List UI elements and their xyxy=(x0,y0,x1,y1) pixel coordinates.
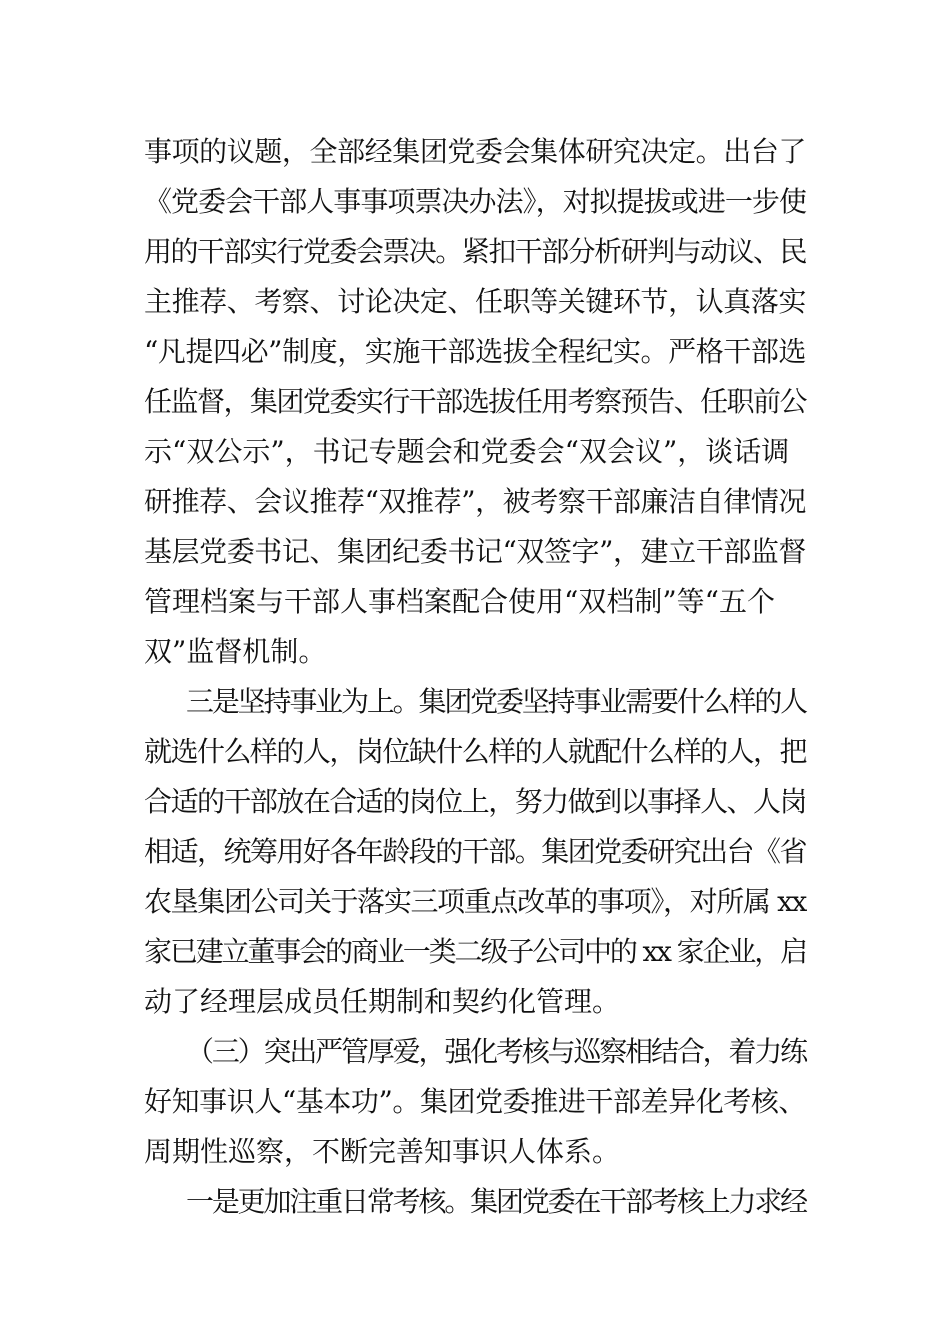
line-text: 动了经理层成员任期制和契约化管理。 xyxy=(144,985,621,1018)
text-line-2 xyxy=(0,177,950,227)
text-line-5 xyxy=(0,327,950,377)
text-line-21 xyxy=(0,1127,950,1177)
line-text: 示“双公示”，书记专题会和党委会“双会议”，谈话调 xyxy=(144,435,790,468)
line-text: 一是更加注重日常考核。集团党委在干部考核上力求经 xyxy=(186,1185,806,1218)
line-text: 用的干部实行党委会票决。紧扣干部分析研判与动议、民 xyxy=(144,235,806,268)
text-line-17 xyxy=(0,927,950,977)
line-text: （三）突出严管厚爱，强化考核与巡察相结合，着力练 xyxy=(186,1035,806,1068)
text-line-6 xyxy=(0,377,950,427)
line-text: 合适的干部放在合适的岗位上，努力做到以事择人、人岗 xyxy=(144,785,806,818)
text-line-22 xyxy=(0,1177,950,1227)
text-line-12 xyxy=(0,677,950,727)
line-text: 就选什么样的人，岗位缺什么样的人就配什么样的人，把 xyxy=(144,735,806,768)
text-line-16 xyxy=(0,877,950,927)
text-line-18 xyxy=(0,977,950,1027)
text-line-3 xyxy=(0,227,950,277)
line-text: 基层党委书记、集团纪委书记“双签字”，建立干部监督 xyxy=(144,535,806,568)
line-text: 事项的议题，全部经集团党委会集体研究决定。出台了 xyxy=(144,135,806,168)
line-text: 三是坚持事业为上。集团党委坚持事业需要什么样的人 xyxy=(186,685,806,718)
line-text: 研推荐、会议推荐“双推荐”，被考察干部廉洁自律情况 xyxy=(144,485,806,518)
text-line-10 xyxy=(0,577,950,627)
text-line-15 xyxy=(0,827,950,877)
line-text: 管理档案与干部人事档案配合使用“双档制”等“五个 xyxy=(144,585,775,618)
line-text: 农垦集团公司关于落实三项重点改革的事项》，对所属 xx xyxy=(144,885,806,918)
line-text: 《党委会干部人事事项票决办法》，对拟提拔或进一步使 xyxy=(144,185,806,218)
text-line-14 xyxy=(0,777,950,827)
line-text: 任监督，集团党委实行干部选拔任用考察预告、任职前公 xyxy=(144,385,806,418)
text-line-4 xyxy=(0,277,950,327)
line-text: 好知事识人“基本功”。集团党委推进干部差异化考核、 xyxy=(144,1085,806,1118)
line-text: 周期性巡察，不断完善知事识人体系。 xyxy=(144,1135,621,1168)
line-text: 主推荐、考察、讨论决定、任职等关键环节，认真落实 xyxy=(144,285,806,318)
text-line-13 xyxy=(0,727,950,777)
text-line-7 xyxy=(0,427,950,477)
text-line-20 xyxy=(0,1077,950,1127)
text-line-1 xyxy=(0,127,950,177)
line-text: “凡提四必”制度，实施干部选拔全程纪实。严格干部选 xyxy=(144,335,806,368)
text-line-8 xyxy=(0,477,950,527)
line-text: 双”监督机制。 xyxy=(144,635,327,668)
text-line-9 xyxy=(0,527,950,577)
text-line-19 xyxy=(0,1027,950,1077)
line-text: 相适，统筹用好各年龄段的干部。集团党委研究出台《省 xyxy=(144,835,806,868)
line-text: 家已建立董事会的商业一类二级子公司中的 xx 家企业，启 xyxy=(144,935,806,968)
text-line-11 xyxy=(0,627,950,677)
